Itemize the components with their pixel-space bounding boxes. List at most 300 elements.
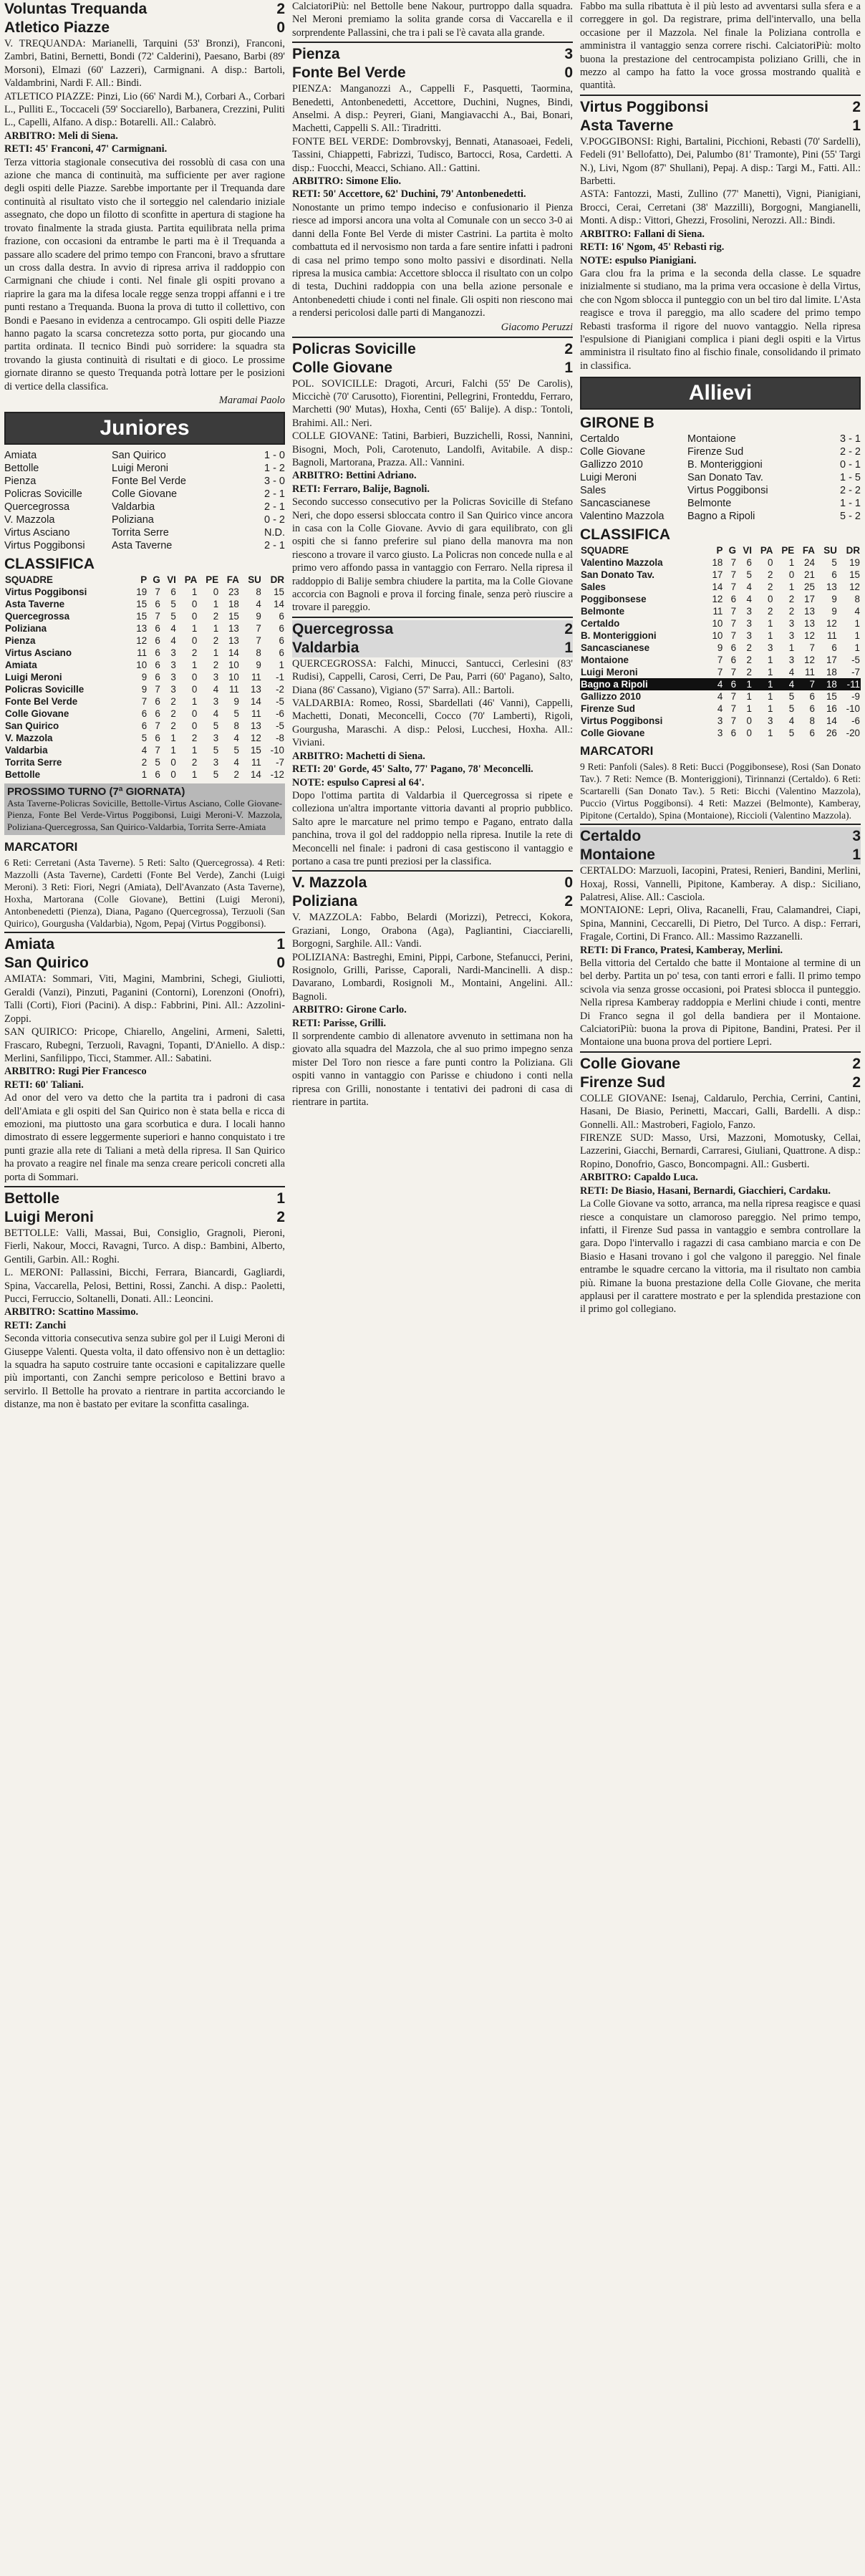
table-cell: 7 xyxy=(730,606,737,617)
match-header xyxy=(4,19,285,37)
table-cell: 2 xyxy=(767,582,773,593)
home-team: Luigi Meroni xyxy=(580,472,637,484)
table-cell: San Quirico xyxy=(5,720,59,731)
column-header: DR xyxy=(270,574,284,585)
table-cell: 3 xyxy=(213,732,219,743)
column-header: FA xyxy=(802,545,815,556)
match-header xyxy=(580,1055,861,1074)
table-cell: 1 xyxy=(191,768,198,780)
column-header: SU xyxy=(248,574,261,585)
table-cell: 6 xyxy=(141,720,148,731)
table-cell: 13 xyxy=(228,635,239,646)
table-cell: 6 xyxy=(730,642,737,654)
table-cell: 6 xyxy=(279,635,284,646)
table-row xyxy=(580,593,861,605)
lineup-away: POLIZIANA: Bastreghi, Emini, Pippi, Carbone, Stefanucci, Perini, Rosignolo, Grilli, Parisse, Caporali, Nardi-Mancinelli. A disp.: Davarano, Lombardi, Rosignoli M., Montaini, Angelini. All.: Bagnoli. xyxy=(292,951,573,1003)
score: 2 - 1 xyxy=(264,539,285,551)
table-cell: -5 xyxy=(276,695,284,707)
table-cell: 2 xyxy=(213,659,219,670)
table-cell: 14 xyxy=(250,768,261,780)
table-cell: V. Mazzola xyxy=(5,732,53,743)
table-cell: 2 xyxy=(170,708,176,719)
table-cell: 6 xyxy=(746,557,752,569)
table-cell: -1 xyxy=(276,671,284,682)
table-cell: 19 xyxy=(849,557,860,569)
divider xyxy=(292,870,573,872)
table-cell: 7 xyxy=(730,569,737,581)
table-cell: 5 xyxy=(831,557,837,569)
home-team: Sancascianese xyxy=(580,498,651,510)
table-cell: 6 xyxy=(155,659,160,670)
table-cell: 7 xyxy=(717,655,723,666)
result-row xyxy=(580,458,861,471)
table-cell: 15 xyxy=(826,691,837,703)
column-left xyxy=(4,0,285,1412)
table-cell: 6 xyxy=(155,695,160,707)
table-cell: 7 xyxy=(730,557,737,569)
table-cell: 0 xyxy=(191,671,198,682)
column-header: PE xyxy=(206,574,219,585)
table-cell: 3 xyxy=(746,618,752,629)
away-team: Bagno a Ripoli xyxy=(687,511,755,523)
table-cell: 14 xyxy=(274,598,284,609)
table-row xyxy=(580,617,861,629)
table-cell: 23 xyxy=(228,586,239,597)
table-cell: Luigi Meroni xyxy=(581,667,638,678)
table-cell: 7 xyxy=(256,635,261,646)
table-cell: 13 xyxy=(250,720,261,731)
result-row xyxy=(4,488,285,501)
home-score: 2 xyxy=(564,340,573,357)
table-cell: 26 xyxy=(826,728,837,739)
table-cell: -7 xyxy=(276,756,284,768)
table-cell: 4 xyxy=(233,756,239,768)
table-cell: 18 xyxy=(228,598,239,609)
table-cell: Belmonte xyxy=(581,606,625,617)
home-team: Policras Sovicille xyxy=(4,488,82,500)
table-cell: 5 xyxy=(233,708,239,719)
table-cell: 11 xyxy=(251,756,261,768)
away-score: 1 xyxy=(564,359,573,376)
table-cell: -2 xyxy=(276,683,284,695)
table-cell: 13 xyxy=(804,606,815,617)
divider xyxy=(292,42,573,43)
table-cell: 9 xyxy=(256,610,261,622)
column-header: DR xyxy=(846,545,860,556)
table-cell: 7 xyxy=(730,618,737,629)
table-row xyxy=(580,556,861,569)
referee: ARBITRO: Scattino Massimo. xyxy=(4,1306,139,1318)
table-cell: 15 xyxy=(228,610,239,622)
table-cell: 11 xyxy=(251,671,261,682)
table-cell: 6 xyxy=(730,594,737,605)
table-cell: -10 xyxy=(270,744,284,756)
away-team: Firenze Sud xyxy=(687,446,744,458)
table-cell: 6 xyxy=(279,647,284,658)
result-row xyxy=(580,471,861,484)
table-cell: Virtus Poggibonsi xyxy=(5,586,87,597)
away-score: 0 xyxy=(276,955,285,972)
home-team: Policras Sovicille xyxy=(292,340,416,357)
table-cell: 5 xyxy=(170,610,176,622)
divider xyxy=(4,1186,285,1187)
table-cell: 13 xyxy=(804,618,815,629)
table-cell: 9 xyxy=(831,594,837,605)
table-cell: 13 xyxy=(228,622,239,634)
match-header xyxy=(292,892,573,911)
table-cell: 7 xyxy=(717,667,723,678)
table-cell: 12 xyxy=(804,655,815,666)
table-cell: 14 xyxy=(712,582,723,593)
match-header xyxy=(4,954,285,973)
divider xyxy=(4,932,285,933)
goals: RETI: Zanchi xyxy=(4,1319,67,1331)
table-cell: 1 xyxy=(170,732,176,743)
table-cell: Virtus Poggibonsi xyxy=(581,715,663,727)
column-header: P xyxy=(140,574,148,585)
lineup-home: V.POGGIBONSI: Righi, Bartalini, Picchioni, Rebasti (70' Sardelli), Fedeli (91' Bellofatto), Dei, Palumbo (81' Tramonte), Pini (55' Targi N.), Livi, Ngom (87' Shullani), Pepaj. A disp.: Targi M., Fatti. All.: Barbetti. xyxy=(580,135,861,188)
standings-title: CLASSIFICA xyxy=(4,555,95,572)
match-header xyxy=(4,1208,285,1227)
away-team: San Quirico xyxy=(112,449,166,461)
away-team: Asta Taverne xyxy=(112,539,173,551)
match-report: Ad onor del vero va detto che la partita tra i padroni di casa dell'Amiata e gli ospiti del San Quirico non è stata bella e ricca di emozioni, ma piuttosto una gara scorbutica e dura. I locali hanno dimostrato di essere leggermente superiori e hanno conquistato i tre punti grazie alla rete di Taliani a metà della ripresa. Il San Quirico ha provato a reagire nel finale ma senza creare pericoli concreti alla porta di Sommari. xyxy=(4,1092,285,1183)
table-cell: 6 xyxy=(809,703,815,715)
table-row xyxy=(4,756,285,768)
lineup-home: BETTOLLE: Valli, Massai, Bui, Consiglio, Gragnoli, Pieroni, Fierli, Nakour, Mocci, Ravagni, Turco. A disp.: Bambini, Alberto, Gentili, Garbin. All.: Roghi. xyxy=(4,1227,285,1265)
referee: ARBITRO: Simone Elio. xyxy=(292,175,402,188)
away-team: Colle Giovane xyxy=(112,488,178,500)
score: 1 - 2 xyxy=(264,462,285,474)
away-team: Valdarbia xyxy=(112,501,155,513)
score: 0 - 1 xyxy=(839,459,861,471)
table-cell: 12 xyxy=(849,582,860,593)
match-header xyxy=(4,935,285,954)
table-cell: Quercegrossa xyxy=(5,610,70,622)
table-cell: 6 xyxy=(155,635,160,646)
goals: RETI: 16' Ngom, 45' Rebasti rig. xyxy=(580,241,725,254)
home-team: Colle Giovane xyxy=(580,446,646,458)
lineup-home: CERTALDO: Marzuoli, Iacopini, Pratesi, Renieri, Bandini, Merlini, Hoxaj, Rossi, Vannelli, Pipitone, Kamberay. A disp.: Siciliano, Palatresi, Alise. All.: Casciola. xyxy=(580,865,861,903)
table-cell: 2 xyxy=(191,647,198,658)
table-cell: 1 xyxy=(141,768,148,780)
table-cell: 25 xyxy=(804,582,815,593)
table-cell: Fonte Bel Verde xyxy=(5,695,78,707)
table-cell: 15 xyxy=(136,610,148,622)
table-cell: 7 xyxy=(809,642,815,654)
match-header xyxy=(292,340,573,359)
table-cell: 0 xyxy=(191,598,198,609)
table-cell: Colle Giovane xyxy=(581,728,645,739)
table-cell: -12 xyxy=(270,768,284,780)
away-score: 1 xyxy=(852,846,861,864)
referee: ARBITRO: Bettini Adriano. xyxy=(292,470,417,482)
away-team: Poliziana xyxy=(292,893,358,910)
table-cell: 17 xyxy=(826,655,837,666)
lineup-home: V. TREQUANDA: Marianelli, Tarquini (53' Bronzi), Franconi, Zambri, Batini, Bernetti, Bondi (72' Calderini), Paesano, Barbi (89' Morsoni), Elmazi (60' Lazzeri), Carmignani. A disp.: Bartoli, Valdambrini, Nardi F. All.: Bindi. xyxy=(4,38,285,90)
table-cell: 14 xyxy=(826,715,837,727)
table-cell: 15 xyxy=(136,598,148,609)
column-header: PE xyxy=(781,545,795,556)
table-row xyxy=(4,610,285,622)
table-cell: Poggibonsese xyxy=(581,594,647,605)
home-score: 2 xyxy=(852,98,861,115)
table-cell: 3 xyxy=(170,683,176,695)
away-team: Atletico Piazze xyxy=(4,19,110,36)
table-cell: 3 xyxy=(767,642,773,654)
table-cell: 4 xyxy=(746,582,752,593)
match-report: Secondo successo consecutivo per la Policras Sovicille di Stefano Neri, che dopo essersi sbloccata contro il San Quirico vince ancora in casa con la Colle Giovane. Avvio di gara equilibrato, con gli ospiti che si fanno preferire sul piano della manovra ma non riescono a trovare il varco giusto. La Policras non concede nulla e al primo vero affondo passa in vantaggio con Ferraro. Nella ripresa il raddoppio di Balije sembra chiudere la partita, ma la Colle Giovane accorcia con Bagnoli e prova il forcing finale, senza però riuscire a trovare il pareggio. xyxy=(292,496,573,614)
table-cell: 3 xyxy=(213,756,219,768)
away-score: 2 xyxy=(276,1208,285,1225)
table-cell: 21 xyxy=(804,569,815,581)
table-cell: 8 xyxy=(233,720,239,731)
scorers-list: 9 Reti: Panfoli (Sales). 8 Reti: Bucci (Poggibonsese), Rosi (San Donato Tav.). 7 Reti: Nemce (B. Monteriggioni), Tirinnanzi (Certaldo). 6 Reti: Scartarelli (San Donato Tav.). 5 Reti: Bicchi (Valentino Mazzola), Puccio (Virtus Poggibonsi). 4 Reti: Mazzei (Belmonte), Kamberay, Pipitone (Certaldo), Spina (Montaione), Riccioli (Valentino Mazzola). xyxy=(580,761,861,821)
table-cell: -5 xyxy=(851,655,860,666)
table-cell: 5 xyxy=(213,768,219,780)
table-cell: 6 xyxy=(279,610,284,622)
table-cell: 7 xyxy=(730,703,737,715)
table-cell: Valdarbia xyxy=(5,744,48,756)
column-header: PA xyxy=(760,545,773,556)
away-team: Montaione xyxy=(580,846,655,864)
away-team: Firenze Sud xyxy=(580,1074,666,1091)
goals: RETI: De Biasio, Hasani, Bernardi, Giacchieri, Cardaku. xyxy=(580,1185,831,1197)
table-cell: Pienza xyxy=(5,635,36,646)
table-cell: 2 xyxy=(170,695,176,707)
goals: RETI: Parisse, Grilli. xyxy=(292,1017,387,1029)
table-cell: 1 xyxy=(854,618,860,629)
table-cell: 5 xyxy=(746,569,752,581)
table-cell: 6 xyxy=(831,642,837,654)
score: 3 - 1 xyxy=(839,433,861,445)
table-cell: 9 xyxy=(141,671,148,682)
away-team: San Donato Tav. xyxy=(687,472,763,484)
result-row xyxy=(4,539,285,552)
scorers-title: MARCATORI xyxy=(4,840,78,854)
table-cell: 0 xyxy=(191,708,198,719)
home-team: Sales xyxy=(580,485,607,497)
referee: ARBITRO: Rugi Pier Francesco xyxy=(4,1066,147,1078)
standings-table xyxy=(4,574,285,781)
table-cell: 4 xyxy=(213,683,219,695)
score: 1 - 0 xyxy=(264,449,285,461)
table-cell: 0 xyxy=(191,635,198,646)
column-header: SQUADRE xyxy=(581,545,629,556)
lineup-away: ASTA: Fantozzi, Masti, Zullino (77' Manetti), Vigni, Pianigiani, Brocci, Cerai, Cerretani (38' Mazzilli), Borgogni, Mangianelli, Monti. A disp.: Vittori, Ghezzi, Frosolini, Nerozzi. All.: Bindi. xyxy=(580,188,861,227)
table-cell: 4 xyxy=(170,622,176,634)
table-cell: 11 xyxy=(826,630,837,642)
table-cell: 2 xyxy=(767,569,773,581)
table-cell: 4 xyxy=(256,598,261,609)
lineup-home: QUERCEGROSSA: Falchi, Minucci, Santucci, Cerlesini (83' Rudisi), Cappelli, Carosi, Cerri, De Pau, Parri (60' Pagano), Salto, Diana (86' Cassano), Vigiano (57' Sarra). All.: Bartoli. xyxy=(292,657,573,696)
table-cell: Colle Giovane xyxy=(5,708,69,719)
score: N.D. xyxy=(264,526,285,539)
table-row xyxy=(4,732,285,744)
table-cell: 12 xyxy=(712,594,723,605)
next-round-title: PROSSIMO TURNO (7ª GIORNATA) xyxy=(7,785,185,798)
away-score: 0 xyxy=(564,64,573,82)
table-cell: 1 xyxy=(279,659,284,670)
table-cell: 10 xyxy=(136,659,148,670)
match-box xyxy=(580,827,861,864)
table-cell: 1 xyxy=(767,703,773,715)
home-team: Bettolle xyxy=(4,1190,60,1207)
away-team: San Quirico xyxy=(4,955,89,972)
away-score: 1 xyxy=(852,117,861,134)
away-team: Asta Taverne xyxy=(580,117,674,134)
referee: ARBITRO: Capaldo Luca. xyxy=(580,1172,698,1184)
home-team: Virtus Poggibonsi xyxy=(580,98,709,115)
table-cell: 4 xyxy=(773,678,795,690)
referee: ARBITRO: Girone Carlo. xyxy=(292,1004,407,1016)
table-cell: 6 xyxy=(730,655,737,666)
table-row xyxy=(4,683,285,695)
table-cell: Sales xyxy=(581,582,606,593)
table-cell: 3 xyxy=(788,618,795,629)
result-row xyxy=(4,501,285,513)
table-cell: 0 xyxy=(170,756,176,768)
table-cell: 2 xyxy=(191,732,198,743)
table-cell: 1 xyxy=(767,618,773,629)
table-cell: 5 xyxy=(788,703,795,715)
lineup-home: POL. SOVICILLE: Dragoti, Arcuri, Falchi (55' De Carolis), Miccichè (70' Carusotto), Fiorentini, Pellegrini, Fronteddu, Ferraro, Marchetti (90' Mutas), Hoxha, Centi (65' Balije). A disp.: Tontoli, Brahimi. All.: Neri. xyxy=(292,377,573,429)
table-cell: 3 xyxy=(746,606,752,617)
table-cell: 3 xyxy=(170,647,176,658)
table-cell: 1 xyxy=(737,678,753,690)
table-cell: 4 xyxy=(233,732,239,743)
table-cell: 7 xyxy=(730,691,737,703)
away-team: Montaione xyxy=(687,433,736,445)
table-cell: 17 xyxy=(804,594,815,605)
table-cell: 1 xyxy=(753,678,773,690)
lineup-away: FIRENZE SUD: Masso, Ursi, Mazzoni, Momotusky, Cellai, Lazzerini, Giacchi, Bernardi, Carraresi, Giuliani, Quattrone. A disp.: Ropino, Donofrio, Gasco, Boncompagni. All.: Gusberti. xyxy=(580,1132,861,1170)
home-team: Amiata xyxy=(4,449,37,461)
table-cell: B. Monteriggioni xyxy=(581,630,657,642)
table-cell: 8 xyxy=(854,594,860,605)
table-header xyxy=(4,574,285,586)
table-row xyxy=(580,690,861,703)
table-cell: 1 xyxy=(767,655,773,666)
home-team: Colle Giovane xyxy=(580,1055,681,1072)
result-row xyxy=(580,445,861,458)
lineup-home: AMIATA: Sommari, Viti, Magini, Mambrini, Schegi, Giuliotti, Geraldi (Vanzi), Pinzuti, Paganini (Contorni), Lorenzoni (Onofri), Talli (Corti), Fiori (Pacini). A disp.: Fabbrini, Pini. All.: Azzolini-Zoppi. xyxy=(4,973,285,1025)
table-cell: 7 xyxy=(155,720,160,731)
table-cell: 12 xyxy=(804,630,815,642)
match-report: Il sorprendente cambio di allenatore avvenuto in settimana non ha giovato alla squadra del Mazzola, che al suo primo impegno senza mister Del Toro non riesce a fare punti contro la Poliziana. Gli ospiti vanno in vantaggio con Parisse e chiudono i conti nella ripresa con Grilli, nonostante i tentativi dei padroni di casa di rientrare in partita. xyxy=(292,1031,573,1109)
table-cell: 2 xyxy=(746,655,752,666)
scorers-list: 6 Reti: Cerretani (Asta Taverne). 5 Reti: Salto (Quercegrossa). 4 Reti: Mazzolli (Asta Taverne), Cardetti (Fonte Bel Verde), Zanchi (Luigi Meroni). 3 Reti: Fiori, Negri (Amiata), Dell'Avanzato (Asta Taverne), Hoxha, Martorana (Colle Giovane), Bettini (Luigi Meroni), Antonbenedetti (Pienza), Diana, Pagano (Quercegrossa), Terzuoli (San Quirico), Gourgusha (Valdarbia), Ngom, Pepaj (Virtus Poggibonsi). xyxy=(4,857,285,930)
table-cell: 1 xyxy=(788,557,795,569)
table-cell: 5 xyxy=(155,756,160,768)
away-team: Luigi Meroni xyxy=(112,462,168,474)
table-cell: -11 xyxy=(838,678,861,690)
home-score: 2 xyxy=(852,1055,861,1072)
next-round-fixtures: Asta Taverne-Policras Sovicille, Bettolle-Virtus Asciano, Colle Giovane-Pienza, Fonte Bel Verde-Virtus Poggibonsi, Luigi Meroni-V. Mazzola, Poliziana-Quercegrossa, San Quirico-Valdarbia, Torrita Serre-Amiata xyxy=(7,797,282,832)
next-round-box xyxy=(4,783,285,836)
section-banner-allievi: Allievi xyxy=(580,377,861,410)
referee: ARBITRO: Machetti di Siena. xyxy=(292,750,425,762)
table-cell: 10 xyxy=(712,630,723,642)
table-cell: -20 xyxy=(846,728,860,739)
home-team: Quercegrossa xyxy=(4,501,70,513)
table-cell: Bettolle xyxy=(5,768,41,780)
table-cell: 9 xyxy=(256,659,261,670)
column-header: SU xyxy=(823,545,837,556)
result-row xyxy=(580,484,861,497)
away-team: B. Monteriggioni xyxy=(687,459,763,471)
results-list xyxy=(4,449,285,552)
table-cell: 12 xyxy=(826,618,837,629)
table-cell: Valentino Mazzola xyxy=(581,557,663,569)
table-row xyxy=(580,629,861,642)
home-team: V. Mazzola xyxy=(292,874,367,892)
table-cell: 3 xyxy=(788,630,795,642)
table-cell: 1 xyxy=(767,630,773,642)
table-cell: 9 xyxy=(717,642,723,654)
lineup-away: SAN QUIRICO: Pricope, Chiarello, Angelini, Armeni, Saletti, Frascaro, Rubegni, Terzuoli, Ravagni, Topanti, D'Aniello. A disp.: Merlini, Sanfilippo, Ticci, Stammer. All.: Sabatini. xyxy=(4,1026,285,1064)
table-cell: 9 xyxy=(831,606,837,617)
table-cell: 13 xyxy=(136,622,148,634)
scorers-title: MARCATORI xyxy=(580,744,654,758)
table-row xyxy=(4,671,285,683)
table-cell: 1 xyxy=(191,744,198,756)
table-cell: 0 xyxy=(213,586,219,597)
table-cell: 6 xyxy=(155,768,160,780)
table-cell: 2 xyxy=(746,642,752,654)
result-row xyxy=(4,475,285,488)
table-cell: -9 xyxy=(851,691,860,703)
table-cell: 3 xyxy=(213,671,219,682)
table-cell: 15 xyxy=(250,744,261,756)
referee: ARBITRO: Fallani di Siena. xyxy=(580,228,705,240)
table-row xyxy=(4,635,285,647)
table-cell: 7 xyxy=(795,678,816,690)
table-cell: 7 xyxy=(141,695,148,707)
home-team: Virtus Poggibonsi xyxy=(4,539,85,551)
table-cell: 3 xyxy=(717,715,723,727)
away-team: Valdarbia xyxy=(292,639,359,656)
divider xyxy=(580,95,861,96)
table-cell: 6 xyxy=(730,728,737,739)
result-row xyxy=(4,462,285,475)
table-cell: 5 xyxy=(170,598,176,609)
table-cell: -5 xyxy=(276,720,284,731)
column-right xyxy=(580,0,861,1316)
table-cell: 6 xyxy=(831,569,837,581)
lineup-away: COLLE GIOVANE: Tatini, Barbieri, Buzzichelli, Rossi, Nannini, Bisogni, Moch, Poli, Carotenuto, Landolfi, Avitabile. A disp.: Bagnoli, Martorana, Prazza. All.: Vannini. xyxy=(292,430,573,468)
home-score: 1 xyxy=(276,1190,285,1207)
table-cell: 6 xyxy=(155,708,160,719)
away-score: 1 xyxy=(564,639,573,656)
score: 2 - 2 xyxy=(839,485,861,497)
match-report: Gara clou fra la prima e la seconda della classe. Le squadre inizialmente si studiano, ma la prima vera occasione è della Virtus, che con Ngom sblocca il punteggio con un bel tiro dal limite. L'Asta reagisce e trova il pareggio, ma allo scadere del primo tempo Rebasti trasforma il rigore del nuovo vantaggio. Nella ripresa l'espulsione di Pianigiani complica i piani degli ospiti e la Virtus amministra il risultato fino al fischio finale, consolidando il primato in classifica. xyxy=(580,267,861,372)
table-cell: 2 xyxy=(191,756,198,768)
table-cell: 2 xyxy=(788,606,795,617)
score: 2 - 1 xyxy=(264,488,285,500)
table-row xyxy=(580,605,861,617)
home-score: 2 xyxy=(276,1,285,17)
table-cell: 9 xyxy=(141,683,148,695)
table-cell: 7 xyxy=(256,622,261,634)
result-row xyxy=(580,497,861,510)
home-team: Pienza xyxy=(292,46,340,63)
table-cell: 2 xyxy=(788,594,795,605)
result-row xyxy=(4,526,285,539)
match-report: La Colle Giovane va sotto, arranca, ma nella ripresa reagisce e quasi riesce a conquistare un clamoroso pareggio. Nel primo tempo, infatti, il Firenze Sud passa in vantaggio e sembra controllare la gara. Dopo l'intervallo i ragazzi di casa cambiano marcia e con De Biasio e Hasani trovano i gol che valgono il pareggio. Nel finale entrambe le squadre cercano la vittoria, ma il risultato non cambia più. Rimane la buona prestazione della Colle Giovane, che merita applausi per il carattere mostrato e per la splendida prestazione con il primo gol collegiano. xyxy=(580,1198,861,1316)
table-cell: Poliziana xyxy=(5,622,47,634)
home-team: Certaldo xyxy=(580,433,619,445)
